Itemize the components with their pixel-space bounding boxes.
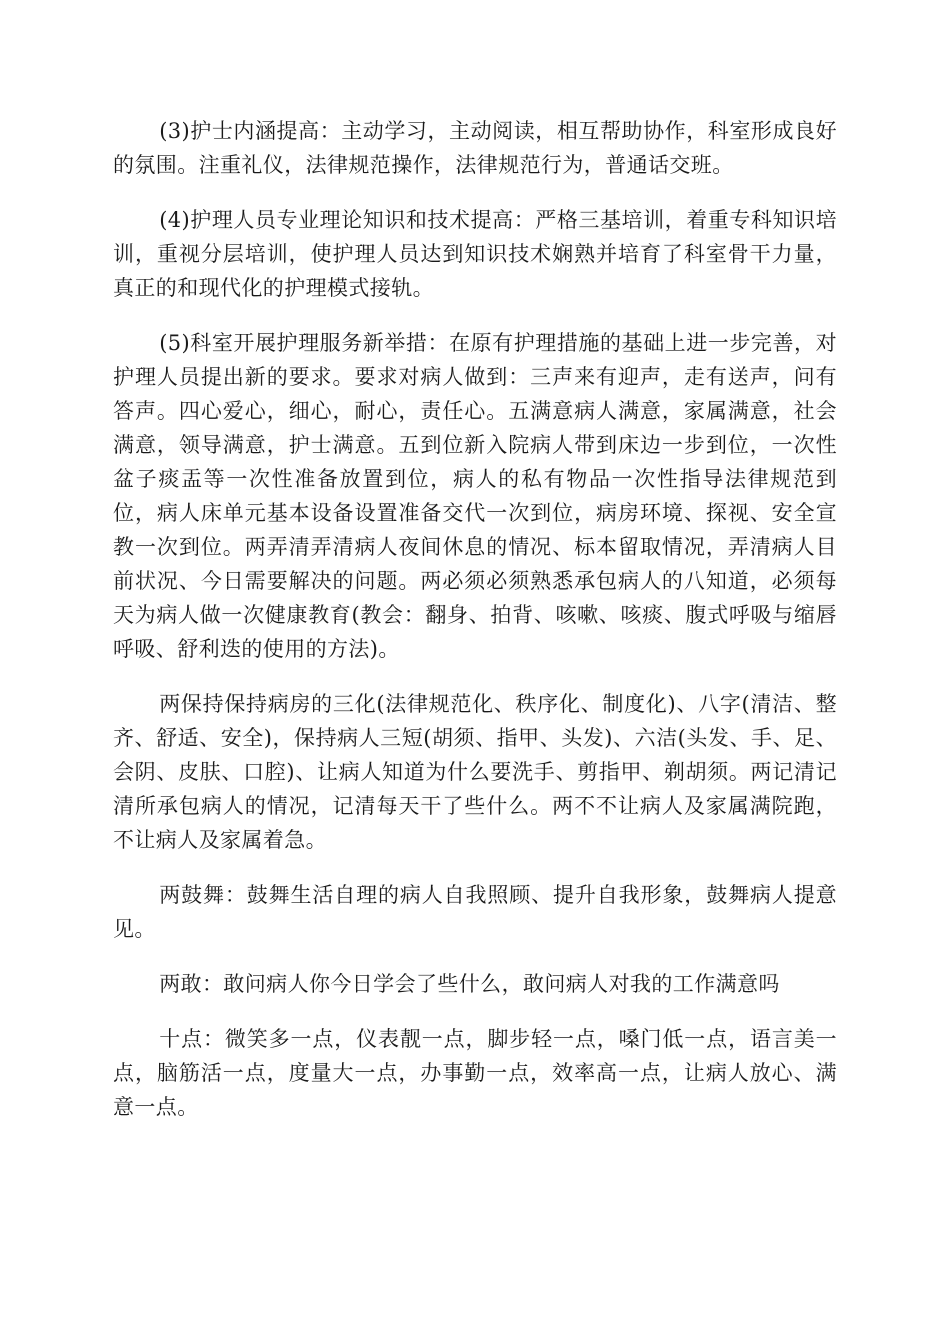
paragraph-nurse-quality: (3)护士内涵提高：主动学习，主动阅读，相互帮助协作，科室形成良好的氛围。注重礼仪，法律规范操作，法律规范行为，普通话交班。: [113, 119, 837, 177]
paragraph-professional-training: (4)护理人员专业理论知识和技术提高：严格三基培训，着重专科知识培训，重视分层培训，使护理人员达到知识技术娴熟并培育了科室骨干力量，真正的和现代化的护理模式接轨。: [113, 208, 837, 300]
document-page: [113, 114, 837, 1145]
paragraph-two-encourage: 两鼓舞：鼓舞生活自理的病人自我照顾、提升自我形象，鼓舞病人提意见。: [113, 883, 837, 941]
paragraph-two-maintain: 两保持保持病房的三化(法律规范化、秩序化、制度化)、八字(清洁、整齐、舒适、安全)，保持病人三短(胡须、指甲、头发)、六洁(头发、手、足、会阴、皮肤、口腔)、让病人知道为什么要洗手、剪指甲、剃胡须。两记清记清所承包病人的情况，记清每天干了些什么。两不不让病人及家属满院跑，不让病人及家属着急。: [113, 692, 837, 852]
paragraph-ten-points: 十点：微笑多一点，仪表靓一点，脚步轻一点，嗓门低一点，语言美一点，脑筋活一点，度量大一点，办事勤一点，效率高一点，让病人放心、满意一点。: [113, 1027, 837, 1119]
paragraph-two-dare: 两敢：敢问病人你今日学会了些什么，敢问病人对我的工作满意吗: [159, 972, 780, 996]
paragraph-new-service-measures: (5)科室开展护理服务新举措：在原有护理措施的基础上进一步完善，对护理人员提出新的要求。要求对病人做到：三声来有迎声，走有送声，问有答声。四心爱心，细心，耐心，责任心。五满意病人满意，家属满意，社会满意，领导满意，护士满意。五到位新入院病人带到床边一步到位，一次性盆子痰盂等一次性准备放置到位，病人的私有物品一次性指导法律规范到位，病人床单元基本设备设置准备交代一次到位，病房环境、探视、安全宣教一次到位。两弄清弄清病人夜间休息的情况、标本留取情况，弄清病人目前状况、今日需要解决的问题。两必须必须熟悉承包病人的八知道，必须每天为病人做一次健康教育(教会：翻身、拍背、咳嗽、咳痰、腹式呼吸与缩唇呼吸、舒利迭的使用的方法)。: [113, 331, 837, 661]
